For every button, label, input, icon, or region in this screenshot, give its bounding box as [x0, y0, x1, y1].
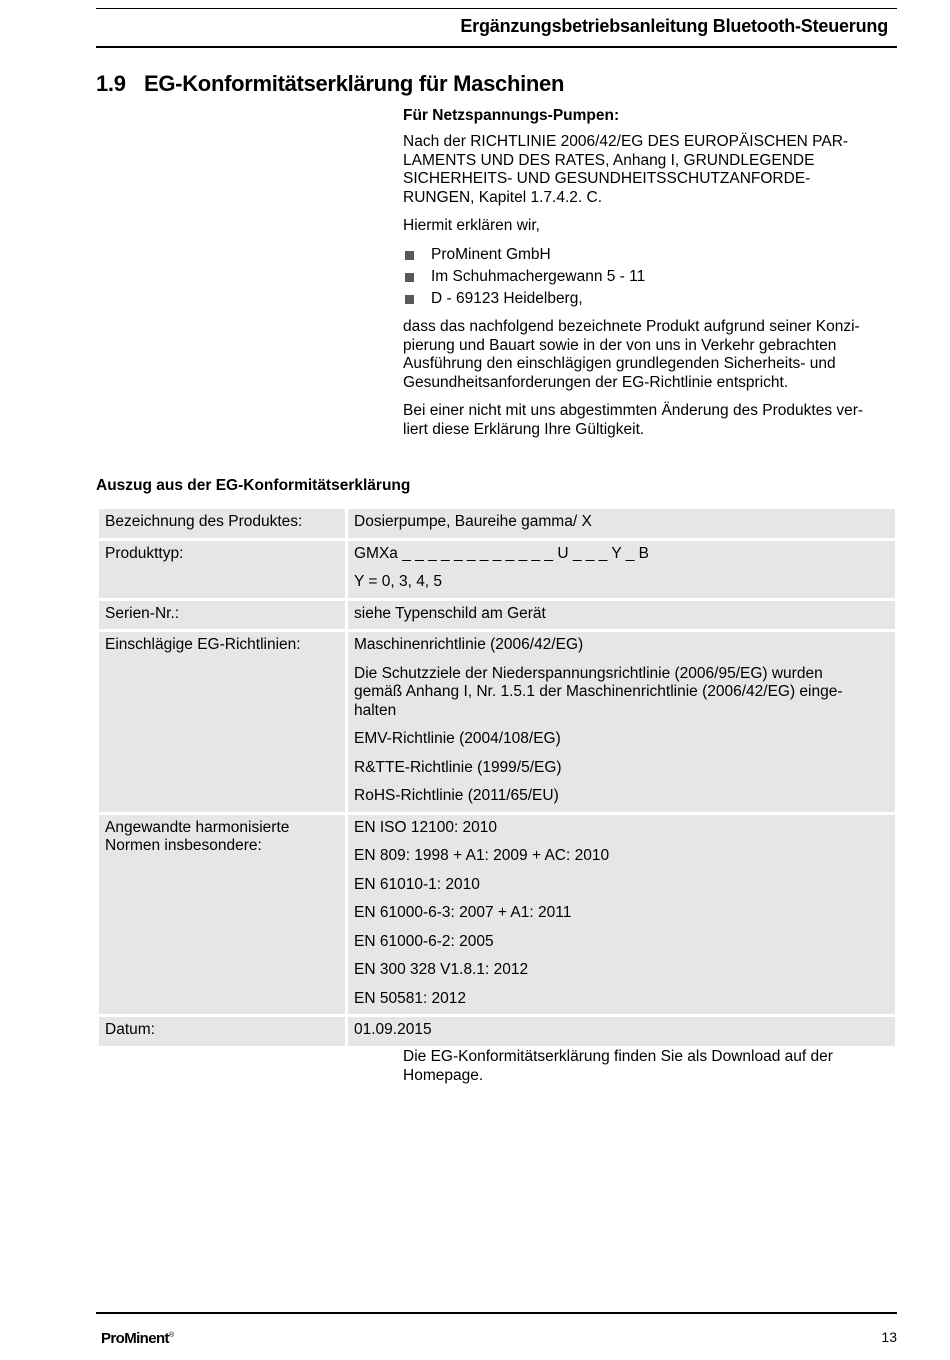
- row-label: Bezeichnung des Produktes:: [99, 509, 345, 538]
- row-value: Dosierpumpe, Baureihe gamma/ X: [348, 509, 895, 538]
- table-row: [99, 509, 895, 538]
- section-title: EG-Konformitätserklärung für Maschinen: [144, 71, 565, 96]
- running-header-title: Ergänzungsbetriebsanleitung Bluetooth-Steuerung: [460, 16, 888, 36]
- row-value: siehe Typenschild am Gerät: [348, 601, 895, 630]
- declaration-line: Hiermit erklären wir,: [403, 217, 540, 234]
- section-heading: [96, 71, 564, 97]
- prominent-logo: ProMinent®: [101, 1330, 174, 1347]
- address-item: Im Schuhmachergewann 5 - 11: [403, 268, 898, 287]
- square-bullet-icon: [405, 273, 414, 282]
- row-label: Produkttyp:: [99, 541, 345, 598]
- declaration-table: [96, 506, 898, 1049]
- table-row: [99, 601, 895, 630]
- top-rule: [96, 8, 897, 9]
- extract-heading: Auszug aus der EG-Konformitätserklärung: [96, 477, 411, 494]
- row-label: Datum:: [99, 1017, 345, 1046]
- row-value: GMXa _ _ _ _ _ _ _ _ _ _ _ _ U _ _ _ Y _ B Y = 0, 3, 4, 5: [348, 541, 895, 598]
- address-item: D - 69123 Heidelberg,: [403, 290, 898, 309]
- intro-subheading: Für Netzspannungs-Pumpen:: [403, 107, 620, 124]
- page-number: 13: [881, 1329, 897, 1345]
- row-label: Einschlägige EG-Richtlinien:: [99, 632, 345, 812]
- row-label: Angewandte harmonisierte Normen insbesondere:: [99, 815, 345, 1015]
- address-list: [403, 246, 898, 309]
- square-bullet-icon: [405, 295, 414, 304]
- validity-paragraph: Bei einer nicht mit uns abgestimmten Änderung des Produktes ver- liert diese Erklärung Ihre Gültigkeit.: [403, 402, 864, 438]
- row-value: EN ISO 12100: 2010 EN 809: 1998 + A1: 2009 + AC: 2010 EN 61010-1: 2010 EN 61000-6-3: 2007 + A1: 2011 EN 61000-6-2: 2005 EN 300 328 V1.8.1: 2012 EN 50581: 2012: [348, 815, 895, 1015]
- table-row: [99, 541, 895, 598]
- row-value: Maschinenrichtlinie (2006/42/EG) Die Schutzziele der Niederspannungsrichtlinie (2006/95/EG) wurden gemäß Anhang I, Nr. 1.5.1 der Maschinenrichtlinie (2006/42/EG) einge- halten EMV-Richtlinie (2004/108/EG) R&TTE-Richtlinie (1999/5/EG) RoHS-Richtlinie (2011/65/EU): [348, 632, 895, 812]
- compliance-paragraph: dass das nachfolgend bezeichnete Produkt aufgrund seiner Konzi- pierung und Bauart sowie in der von uns in Verkehr gebrachten Ausführung den einschlägigen grundlegenden Sicherheits- und Gesundheitsanforderungen der EG-Richtlinie entspricht.: [403, 318, 860, 391]
- directive-paragraph: Nach der RICHTLINIE 2006/42/EG DES EUROPÄISCHEN PAR- LAMENTS UND DES RATES, Anhang I, GRUNDLEGENDE SICHERHEITS- UND GESUNDHEITSSCHUTZANFORDE- RUNGEN, Kapitel 1.7.4.2. C.: [403, 133, 849, 206]
- row-value: 01.09.2015: [348, 1017, 895, 1046]
- table-row: [99, 1017, 895, 1046]
- table-row: [99, 815, 895, 1015]
- intro-block: [403, 133, 898, 449]
- download-note: Die EG-Konformitätserklärung finden Sie als Download auf der Homepage.: [403, 1048, 833, 1084]
- square-bullet-icon: [405, 251, 414, 260]
- header-rule: [96, 46, 897, 48]
- footer-rule: [96, 1312, 897, 1314]
- section-number: 1.9: [96, 71, 126, 96]
- address-item: ProMinent GmbH: [403, 246, 898, 265]
- table-row: [99, 632, 895, 812]
- row-label: Serien-Nr.:: [99, 601, 345, 630]
